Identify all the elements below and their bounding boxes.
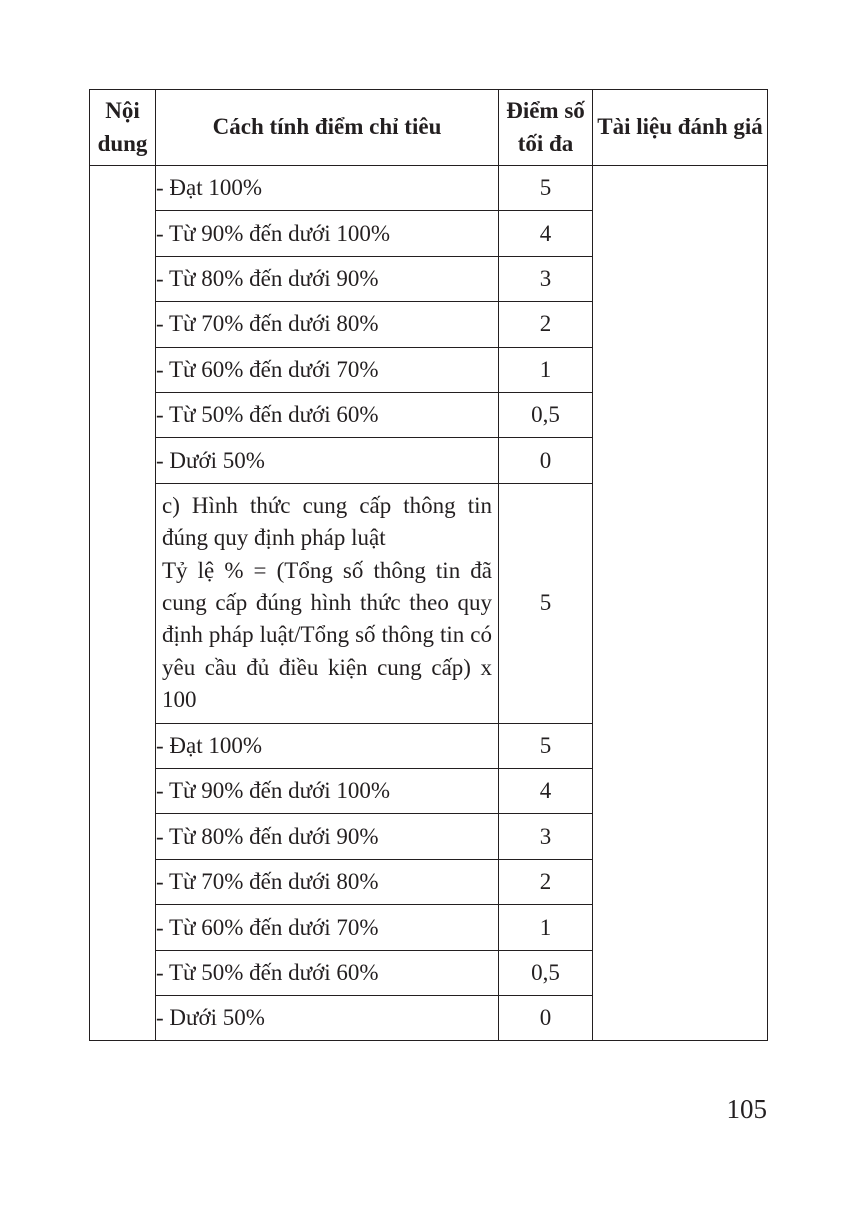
section-c-formula: Tỷ lệ % = (Tổng số thông tin đã cung cấp đúng hình thức theo quy định pháp luật/Tổng số thông tin có yêu cầu đủ điều kiện cung cấp) x 100: [162, 557, 492, 713]
score-cell: 2: [499, 302, 593, 347]
score-cell: 1: [499, 905, 593, 950]
criterion-cell: - Từ 80% đến dưới 90%: [156, 814, 499, 859]
criterion-cell: - Từ 60% đến dưới 70%: [156, 905, 499, 950]
section-c-description: [156, 483, 499, 723]
score-cell: 3: [499, 256, 593, 301]
score-cell: 0: [499, 438, 593, 483]
score-cell: 0: [499, 996, 593, 1041]
header-content: Nội dung: [90, 90, 156, 166]
table-header-row: [90, 90, 768, 166]
criterion-cell: - Dưới 50%: [156, 438, 499, 483]
score-cell: 4: [499, 211, 593, 256]
header-max-score: Điểm số tối đa: [499, 90, 593, 166]
section-c-title: c) Hình thức cung cấp thông tin đúng quy định pháp luật: [162, 492, 492, 551]
score-cell: 1: [499, 347, 593, 392]
criterion-cell: - Từ 90% đến dưới 100%: [156, 211, 499, 256]
criterion-cell: - Dưới 50%: [156, 996, 499, 1041]
documents-cell: [593, 166, 768, 1041]
table-row: [90, 166, 768, 211]
score-cell: 4: [499, 769, 593, 814]
header-method: Cách tính điểm chỉ tiêu: [156, 90, 499, 166]
criterion-cell: - Từ 50% đến dưới 60%: [156, 392, 499, 437]
criterion-cell: - Từ 80% đến dưới 90%: [156, 256, 499, 301]
score-cell: 2: [499, 859, 593, 904]
header-documents: Tài liệu đánh giá: [593, 90, 768, 166]
criterion-cell: - Đạt 100%: [156, 723, 499, 768]
criterion-cell: - Từ 70% đến dưới 80%: [156, 859, 499, 904]
score-cell: 5: [499, 723, 593, 768]
criterion-cell: - Từ 90% đến dưới 100%: [156, 769, 499, 814]
score-cell: 3: [499, 814, 593, 859]
criterion-cell: - Từ 70% đến dưới 80%: [156, 302, 499, 347]
page-number: 105: [726, 1094, 767, 1124]
criterion-cell: - Đạt 100%: [156, 166, 499, 211]
score-cell: 0,5: [499, 392, 593, 437]
score-cell: 5: [499, 166, 593, 211]
section-c-score: 5: [499, 483, 593, 723]
criterion-cell: - Từ 60% đến dưới 70%: [156, 347, 499, 392]
scoring-table: [89, 89, 768, 1041]
score-cell: 0,5: [499, 950, 593, 995]
criterion-cell: - Từ 50% đến dưới 60%: [156, 950, 499, 995]
content-cell: [90, 166, 156, 1041]
